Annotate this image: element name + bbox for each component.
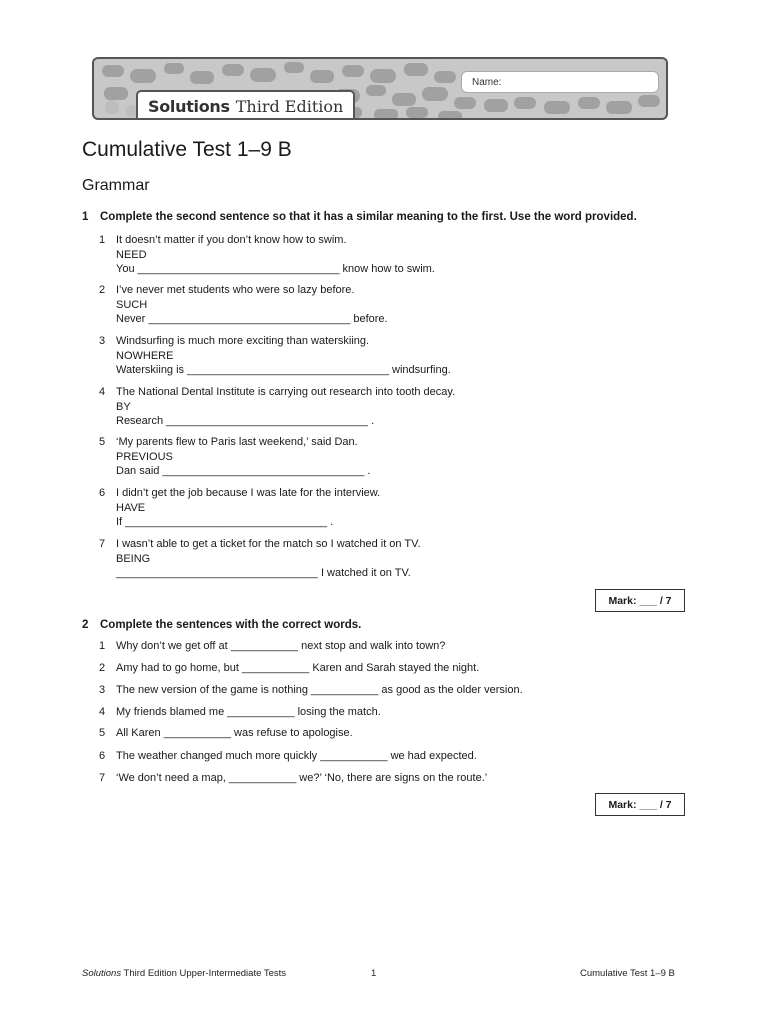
item-answer-line[interactable]: Waterskiing is _________________________________ windsurfing. (116, 364, 451, 376)
item-sentence: The National Dental Institute is carrying out research into tooth decay. (116, 386, 456, 398)
task1-instruction-text: Complete the second sentence so that it has a similar meaning to the first. Use the word provided. (100, 211, 637, 223)
item-keyword: BEING (116, 552, 151, 565)
section-heading: Grammar (82, 177, 150, 194)
item-answer-line[interactable]: Never _________________________________ before. (116, 313, 388, 325)
item-number: 2 (99, 284, 106, 296)
item-sentence[interactable]: The new version of the game is nothing ___________ as good as the older version. (116, 684, 523, 696)
item-keyword: HAVE (116, 501, 146, 514)
item-number: 6 (99, 487, 106, 499)
item-sentence[interactable]: The weather changed much more quickly ___________ we had expected. (116, 750, 477, 762)
brand-logo (136, 90, 355, 120)
item-sentence: I’ve never met students who were so lazy before. (116, 284, 355, 296)
task2-instruction-text: Complete the sentences with the correct words. (100, 619, 362, 631)
item-sentence: Windsurfing is much more exciting than waterskiing. (116, 335, 370, 347)
footer-book-title (82, 968, 286, 979)
footer-book-rest: Third Edition Upper-Intermediate Tests (121, 968, 287, 979)
brand-edition: Third Edition (235, 96, 344, 116)
item-sentence[interactable]: ‘We don’t need a map, ___________ we?’ ‘No, there are signs on the route.’ (116, 772, 488, 784)
item-sentence[interactable]: My friends blamed me ___________ losing the match. (116, 706, 381, 718)
item-sentence: I wasn’t able to get a ticket for the match so I watched it on TV. (116, 538, 421, 550)
item-number: 6 (99, 750, 106, 762)
task1-mark-box: Mark: ___ / 7 (595, 589, 685, 612)
item-keyword: NOWHERE (116, 349, 174, 362)
footer-italic: Solutions (82, 968, 122, 979)
item-sentence[interactable]: Amy had to go home, but ___________ Karen and Sarah stayed the night. (116, 662, 480, 674)
footer-test-name: Cumulative Test 1–9 B (580, 968, 675, 979)
name-input[interactable] (504, 76, 649, 88)
item-sentence: I didn’t get the job because I was late for the interview. (116, 487, 381, 499)
name-label: Name: (472, 77, 502, 88)
item-number: 4 (99, 386, 106, 398)
item-answer-line[interactable]: _________________________________ I watched it on TV. (116, 567, 411, 579)
item-number: 4 (99, 706, 106, 718)
task1-number: 1 (82, 211, 89, 223)
item-keyword: PREVIOUS (116, 450, 173, 463)
item-keyword: NEED (116, 248, 147, 261)
item-number: 7 (99, 772, 106, 784)
task2-number: 2 (82, 619, 89, 631)
item-sentence: It doesn’t matter if you don’t know how to swim. (116, 234, 347, 246)
item-number: 7 (99, 538, 106, 550)
item-number: 5 (99, 727, 106, 739)
item-number: 1 (99, 234, 106, 246)
task2-instruction (82, 619, 361, 631)
footer-page-number: 1 (371, 968, 377, 979)
item-number: 3 (99, 335, 106, 347)
header-banner (92, 57, 668, 120)
task1-instruction (82, 211, 637, 223)
item-number: 3 (99, 684, 106, 696)
item-number: 5 (99, 436, 106, 448)
item-sentence[interactable]: Why don’t we get off at ___________ next stop and walk into town? (116, 640, 446, 652)
item-keyword: BY (116, 400, 131, 413)
item-answer-line[interactable]: If _________________________________ . (116, 516, 334, 528)
page-title: Cumulative Test 1–9 B (82, 138, 292, 161)
item-answer-line[interactable]: Research _________________________________ . (116, 415, 375, 427)
item-keyword: SUCH (116, 298, 148, 311)
item-sentence: ‘My parents flew to Paris last weekend,’ said Dan. (116, 436, 358, 448)
name-field[interactable] (461, 71, 659, 93)
item-number: 1 (99, 640, 106, 652)
brand-name: Solutions (148, 96, 230, 116)
task2-mark-box: Mark: ___ / 7 (595, 793, 685, 816)
item-answer-line[interactable]: You _________________________________ know how to swim. (116, 263, 435, 275)
item-sentence[interactable]: All Karen ___________ was refuse to apologise. (116, 727, 353, 739)
item-number: 2 (99, 662, 106, 674)
item-answer-line[interactable]: Dan said _________________________________ . (116, 465, 371, 477)
